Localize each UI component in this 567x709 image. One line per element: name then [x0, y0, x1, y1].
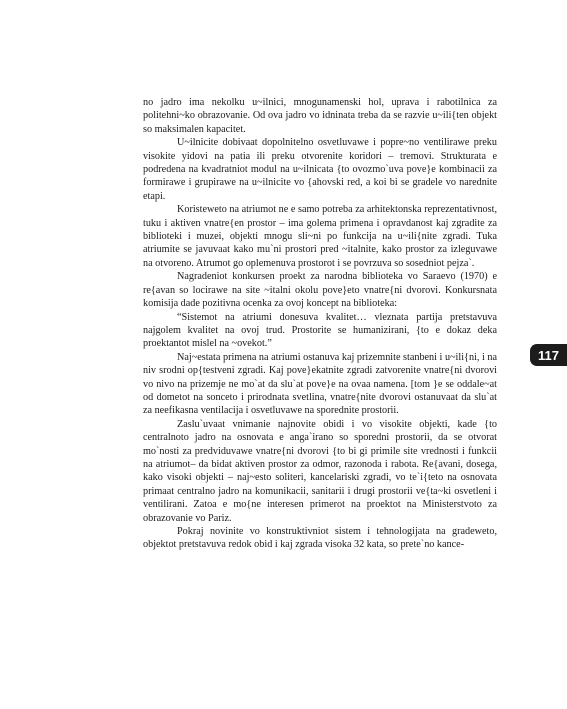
paragraph: Zaslu`uvaat vnimanie najnovite obidi i vo visokite objekti, kade {to centralnoto jadro na osnovata e anga`irano so sporedni prostorii, da se otvorat mo`nosti za predviduvawe vnatre{ni dvorovi {to bi gi primile site vrednosti i funkcii na atriumot– da bidat aktiven prostor za odmor, razonoda i rabota. Re{avani, dosega, kako visoki objekti – naj~esto soliteri, kancelariski zgradi, vo te`i{teto na osnovata primaat centralno jadro na komunikacii, sanitarii i drugi prostorii ve{ta~ki osvetleni i ventilirani. Zatoa e mo{ne interesen primerot na proektot na Ministerstvoto za obrazovanie vo Pariz.: [143, 418, 497, 524]
paragraph: Nagradeniot konkursen proekt za narodna biblioteka vo Saraevo (1970) e re{avan so locirawe na site ~italni okolu pove}eto vnatre{ni dvorovi. Konkursnata komisija dade pozitivna ocenka za ovoj koncept na biblioteka:: [143, 271, 497, 310]
paragraph: no jadro ima nekolku u~ilnici, mnogunamenski hol, uprava i rabotilnica za politehni~ko obrazovanie. Od ova jadro vo idninata treba da se razvie u~ili{ten objekt so maksimalen kapacitet.: [143, 97, 497, 135]
paragraph: U~ilnicite dobivaat dopolnitelno osvetluvawe i popre~no ventilirawe preku visokite yidovi na patia ili preku otvorenite koridori – tremovi. Strukturata e podredena na kvadratniot modul na u~ilnicata {to ovozmo`uva pove}e kombinacii za formirawe i grupirawe na u~ilnicite vo {ahovski red, a koi bi se gradele vo narednite etapi.: [143, 137, 497, 202]
paragraph: Naj~estata primena na atriumi ostanuva kaj prizemnite stanbeni i u~ili{ni, i na niv srodni op{testveni zgradi. Kaj pove}ekatnite zgradi zatvorenite vnatre{ni dvorovi vo nivo na prizemje ne mo`at da slu`at pove}e na ovaa namena. [tom }e se oddale~at od dometot na sonceto i prirodnata svetlina, vnatre{nite dvorovi ostanuvaat da slu`at za neefikasna ventilacija i osvetluvawe na sporednite prostorii.: [143, 351, 497, 417]
page-number: 117: [538, 347, 559, 363]
quote-paragraph: “Sistemot na atriumi donesuva kvalitet… vleznata partija pretstavuva najgolem kvalitet na ovoj trud. Prostorite se humanizirani, {to e dokaz deka proektantot mislel na ~ovekot.”: [143, 311, 497, 350]
page-number-tab: [530, 344, 567, 366]
paragraph: Pokraj novinite vo konstruktivniot sistem i tehnologijata na gradeweto, objektot pretstavuva redok obid i kaj zgrada visoka 32 kata, so prete`no kance-: [143, 526, 497, 551]
paragraph: Koristeweto na atriumot ne e samo potreba za arhitektonska reprezentativnost, tuku i aktiven vnatre{en prostor – ima golema primena i opravdanost kaj zgradite za biblioteki i muzei, objekti mnogu sli~ni po funkcija na u~ili{nite zgradi. Tuka atriumite se javuvaat kako mu`ni prostori pred ~italnite, kako prostor za izleguvawe na otvoreno. Atrumot go oplemenuva prostorot i se povrzuva so sosedniot pejza`.: [143, 204, 497, 269]
body-text: [143, 96, 497, 552]
